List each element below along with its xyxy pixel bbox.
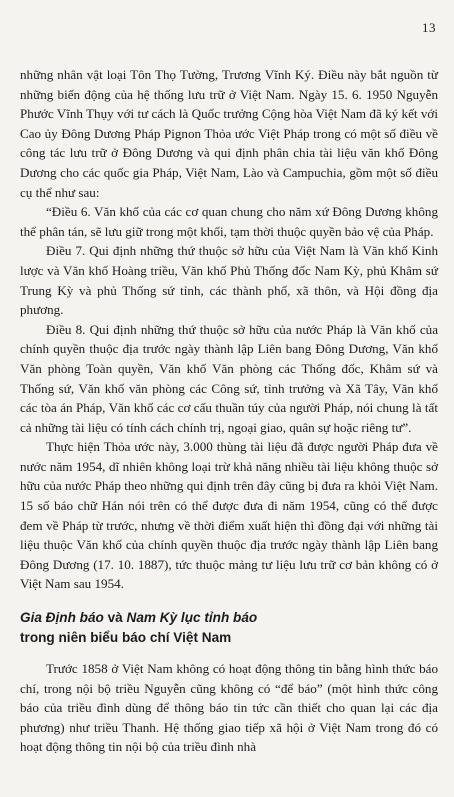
paragraph-article-6: “Điều 6. Văn khố của các cơ quan chung cho năm xứ Đông Dương không thể phân tán, sẽ lưu giữ trong một khối, tạm thời thuộc quyền bảo vệ của Pháp. bbox=[20, 204, 438, 239]
section-heading-line-2: trong niên biểu báo chí Việt Nam bbox=[20, 629, 232, 645]
paragraph-implementation: Thực hiện Thỏa ước này, 3.000 thùng tài liệu đã được người Pháp đưa về nước năm 1954, dĩ nhiên không loại trừ khả năng nhiều tài liệu không thuộc sở hữu của nước Pháp theo những qui định trên đây cũng bị đưa ra khỏi Việt Nam. 15 số báo chữ Hán nói trên có thể được đưa đi năm 1954, cũng có thể được đem về Pháp từ trước, nhưng về thời điểm xuất hiện thì đồng đại với những tài liệu thuộc Văn khố của chính quyền thuộc địa trước ngày thành lập Liên bang Đông Dương (17. 10. 1887), tức thuộc mảng tư liệu lưu trữ cơ bản không có ở Việt Nam sau 1954. bbox=[20, 439, 438, 592]
section-heading bbox=[20, 608, 438, 647]
paragraph-intro: những nhân vật loại Tôn Thọ Tường, Trương Vĩnh Ký. Điều này bắt nguồn từ những biến động của hệ thống lưu trữ ở Việt Nam. Ngày 15. 6. 1950 Nguyễn Phước Vĩnh Thụy với tư cách là Quốc trưởng Cộng hòa Việt Nam đã ký kết với Cao ủy Đông Dương Pháp Pignon Thỏa ước Việt Pháp trong có một số điều về công tác lưu trữ ở Đông Dương và qui định phân chia tài liệu văn khố Đông Dương cho các quốc gia Pháp, Việt Nam, Lào và Campuchia, gồm một số điều cụ thể như sau: bbox=[20, 67, 438, 200]
paragraph-article-7: Điều 7. Qui định những thứ thuộc sở hữu của Việt Nam là Văn khố Kinh lược và Văn khố Hoàng triều, Văn khố Phủ Thống đốc Nam Kỳ, phủ Khâm sứ Trung Kỳ và phủ Thống sứ tỉnh, các thành phố, xã thôn, và Hội đồng địa phương. bbox=[20, 243, 438, 318]
paragraph-article-8: Điều 8. Qui định những thứ thuộc sở hữu của nước Pháp là Văn khố của chính quyền thuộc địa trước ngày thành lập Liên bang Đông Dương, Văn khố Văn phòng Toàn quyền, Văn khố Văn phòng các Thống đốc, Khâm sứ và Thống sứ, Văn khố văn phòng các Công sứ, tỉnh trưởng và Xã Tây, Văn khố các tòa án Pháp, Văn khố các cơ cấu thuần túy của người Pháp, nói chung là tất cả những tài liệu có tính cách chính trị, ngoại giao, quân sự hoặc riêng tư”. bbox=[20, 321, 438, 435]
page-number: 13 bbox=[422, 20, 436, 35]
heading-connector: và bbox=[103, 610, 127, 626]
heading-title-nam-ky-luc-tinh-bao: Nam Kỳ lục tỉnh báo bbox=[126, 610, 258, 626]
heading-spacing bbox=[20, 647, 438, 659]
paragraph-section-start: Trước 1858 ở Việt Nam không có hoạt động thông tin bằng hình thức báo chí, trong nội bộ triều Nguyễn cũng không có “để báo” (một hình thức công báo của triều đình dùng để thông báo tin tức cần thiết cho quan lại các địa phương) như triều Thanh. Hệ thống giao tiếp xã hội ở Việt Nam trong đó có hoạt động thông tin nội bộ của triều đình nhà bbox=[20, 661, 438, 755]
body-text bbox=[20, 65, 438, 757]
heading-title-gia-dinh-bao: Gia Định báo bbox=[20, 610, 104, 626]
section-heading-line-1 bbox=[20, 608, 438, 628]
